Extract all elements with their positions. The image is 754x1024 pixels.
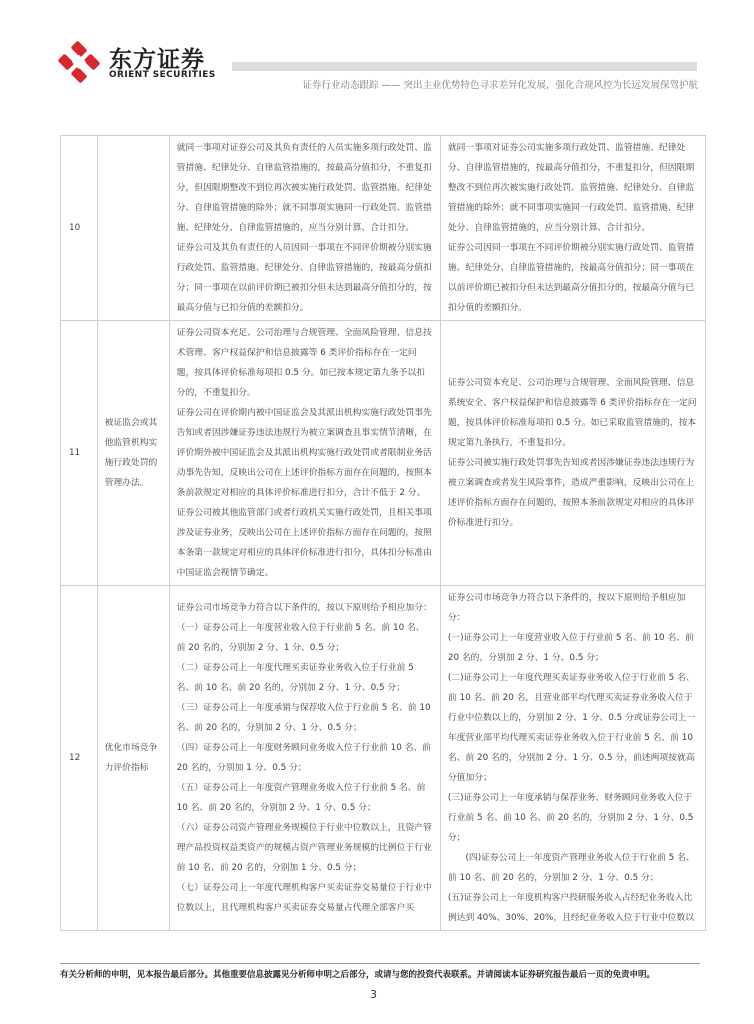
page-number: 3 bbox=[370, 988, 377, 1001]
row-number: 10 bbox=[69, 223, 81, 233]
orient-logo-icon bbox=[57, 40, 101, 84]
revised-rule-text: 证券公司因同一事项在不同评价期被分别实施行政处罚、监管措施、纪律处分、自律监管措施的，按最高分值扣分；同一事项在以前评价期已被扣分但未达到最高分值扣分的，按最高分值与已扣分值的差额扣分。 bbox=[447, 243, 695, 313]
previous-rule-cell bbox=[169, 321, 440, 586]
company-logo bbox=[57, 40, 217, 84]
revised-rule-text: (五)证券公司上一年度机构客户投研服务收入占经纪业务收入比例达到 40%、30%、20%，且经纪业务收入位于行业中位数以 bbox=[447, 893, 695, 923]
previous-rule-text: 证券公司及其负有责任的人员因同一事项在不同评价期被分别实施行政处罚、监管措施、纪律处分、自律监管措施的，按最高分值扣分；同一事项在以前评价期已被扣分但未达到最高分值扣分的，按最高分值与已扣分值的差额扣分。 bbox=[176, 243, 432, 313]
header-rule bbox=[232, 62, 697, 71]
row-item-cell bbox=[97, 586, 169, 931]
revised-rule-cell bbox=[440, 586, 705, 931]
row-item: 优化市场竞争力评价指标 bbox=[104, 743, 158, 773]
table-row bbox=[61, 136, 706, 321]
previous-rule-text: 就同一事项对证券公司及其负有责任的人员实施多项行政处罚、监管措施、纪律处分、自律监管措施的，按最高分值扣分，不重复扣分，但因限期整改不到位再次被实施行政处罚、监管措施、纪律处分、自律监管措施的除外；就不同事项实施同一行政处罚、监管措施、纪律处分、自律监管措施的，应当分别计算、合计扣分。 bbox=[176, 143, 432, 233]
row-number-cell bbox=[61, 136, 98, 321]
rule-comparison-table bbox=[60, 135, 706, 931]
logo-english-name: ORIENT SECURITIES bbox=[109, 70, 216, 80]
row-number-cell bbox=[61, 321, 98, 586]
previous-rule-text: 证券公司市场竞争力符合以下条件的，按以下原则给予相应加分： bbox=[176, 603, 432, 613]
row-item-cell bbox=[97, 321, 169, 586]
logo-chinese-name: 东方证券 bbox=[109, 47, 205, 73]
disclaimer-note: 有关分析师的申明，见本报告最后部分。其他重要信息披露见分析师申明之后部分，或请与您的投资代表联系。并请阅读本证券研究报告最后一页的免责申明。 bbox=[60, 970, 656, 980]
previous-rule-text: （五）证券公司上一年度资产管理业务收入位于行业前 5 名、前 10 名、前 20 名的，分别加 2 分、1 分、0.5 分； bbox=[176, 783, 429, 813]
revised-rule-text: 证券公司市场竞争力符合以下条件的，按以下原则给予相应加分： bbox=[447, 593, 686, 623]
revised-rule-text: (四)证券公司上一年度资产管理业务收入位于行业前 5 名、前 10 名、前 20 名的，分别加 2 分、1 分、0.5 分； bbox=[447, 853, 695, 883]
revised-rule-text: (一)证券公司上一年度营业收入位于行业前 5 名、前 10 名、前 20 名的，分别加 2 分、1 分、0.5 分； bbox=[447, 633, 697, 663]
revised-rule-text: 证券公司被实施行政处罚事先告知或者因涉嫌证券违法违规行为被立案调查或者发生风险事件，造成严重影响，反映出公司在上述评价指标方面存在问题的，按照本条前款规定对相应的具体评价标准进行扣分。 bbox=[447, 458, 695, 528]
previous-rule-text: （一）证券公司上一年度营业收入位于行业前 5 名、前 10 名、前 20 名的，分别加 2 分、1 分、0.5 分； bbox=[176, 623, 425, 653]
previous-rule-text: （四）证券公司上一年度财务顾问业务收入位于行业前 10 名、前 20 名的，分别加 1 分、0.5 分； bbox=[176, 743, 434, 773]
revised-rule-text: (二)证券公司上一年度代理买卖证券业务收入位于行业前 5 名、前 10 名、前 20 名，且营业部平均代理买卖证券业务收入位于行业中位数以上的，分别加 2 分、1 分、0.5 分或证券公司上一年度营业部平均代理买卖证券业务收入位于行业前 5 名、前 10 名、前 20 名的，分别加 2 分、1 分、0.5 分，前述两项按就高分值加分； bbox=[447, 673, 696, 783]
revised-rule-cell bbox=[440, 321, 705, 586]
revised-rule-text: 就同一事项对证券公司实施多项行政处罚、监管措施、纪律处分、自律监管措施的，按最高分值扣分，不重复扣分，但因限期整改不到位再次被实施行政处罚、监管措施、纪律处分、自律监管措施的除外；就不同事项实施同一行政处罚、监管措施、纪律处分、自律监管措施的，应当分别计算、合计扣分。 bbox=[447, 143, 695, 233]
previous-rule-cell bbox=[169, 586, 440, 931]
previous-rule-text: （三）证券公司上一年度承销与保荐收入位于行业前 5 名、前 10 名、前 20 名的，分别加 2 分、1 分、0.5 分； bbox=[176, 703, 434, 733]
revised-rule-text: 证券公司资本充足、公司治理与合规管理、全面风险管理、信息系统安全、客户权益保护和信息披露等 6 类评价指标存在一定问题，按具体评价标准每项扣 0.5 分。如已采取监管措施的，按本规定第九条执行，不重复扣分。 bbox=[447, 378, 697, 448]
report-header-title: 证券行业动态跟踪 —— 突出主业优势特色寻求差异化发展，强化合规风控为长远发展保驾护航 bbox=[302, 80, 698, 91]
previous-rule-text: 证券公司资本充足、公司治理与合规管理、全面风险管理、信息技术管理、客户权益保护和信息披露等 6 类评价指标存在一定问题，按具体评价标准每项扣 0.5 分。如已按本规定第九条予以扣分的，不重复扣分。 bbox=[176, 328, 432, 398]
row-number: 12 bbox=[69, 753, 81, 763]
previous-rule-text: 证券公司被其他监管部门或者行政机关实施行政处罚，且相关事项涉及证券业务，反映出公司在上述评价指标方面存在问题的，按照本条第一款规定对相应的具体评价标准进行扣分，具体扣分标准由中国证监会视情节确定。 bbox=[176, 508, 432, 578]
row-item-cell bbox=[97, 136, 169, 321]
revised-rule-cell bbox=[440, 136, 705, 321]
table-row bbox=[61, 586, 706, 931]
row-item: 被证监会或其他监管机构实施行政处罚的管理办法。 bbox=[104, 418, 158, 488]
previous-rule-text: （二）证券公司上一年度代理买卖证券业务收入位于行业前 5 名、前 10 名、前 20 名的，分别加 2 分、1 分、0.5 分； bbox=[176, 663, 417, 693]
table-row bbox=[61, 321, 706, 586]
footer-rule bbox=[60, 963, 700, 964]
previous-rule-text: 证券公司在评价期内被中国证监会及其派出机构实施行政处罚事先告知或者因涉嫌证券违法违规行为被立案调查且事实情节清晰，在评价期外被中国证监会及其派出机构实施行政处罚或者限制业务活动事先告知，反映出公司在上述评价指标方面存在问题的，按照本条前款规定对相应的具体评价标准进行扣分，合计不低于 2 分。 bbox=[176, 408, 432, 498]
previous-rule-text: （六）证券公司资产管理业务规模位于行业中位数以上，且资产管理产品投资权益类资产的规模占资产管理业务规模的比例位于行业前 10 名、前 20 名的，分别加 1 分、0.5 分； bbox=[176, 823, 432, 873]
row-number: 11 bbox=[69, 448, 81, 458]
previous-rule-cell bbox=[169, 136, 440, 321]
previous-rule-text: （七）证券公司上一年度代理机构客户买卖证券交易量位于行业中位数以上，且代理机构客户买卖证券交易量占代理全部客户买 bbox=[176, 883, 432, 913]
revised-rule-text: (三)证券公司上一年度承销与保荐业务、财务顾问业务收入位于行业前 5 名、前 10 名、前 20 名的，分别加 2 分、1 分、0.5 分； bbox=[447, 793, 697, 843]
row-number-cell bbox=[61, 586, 98, 931]
